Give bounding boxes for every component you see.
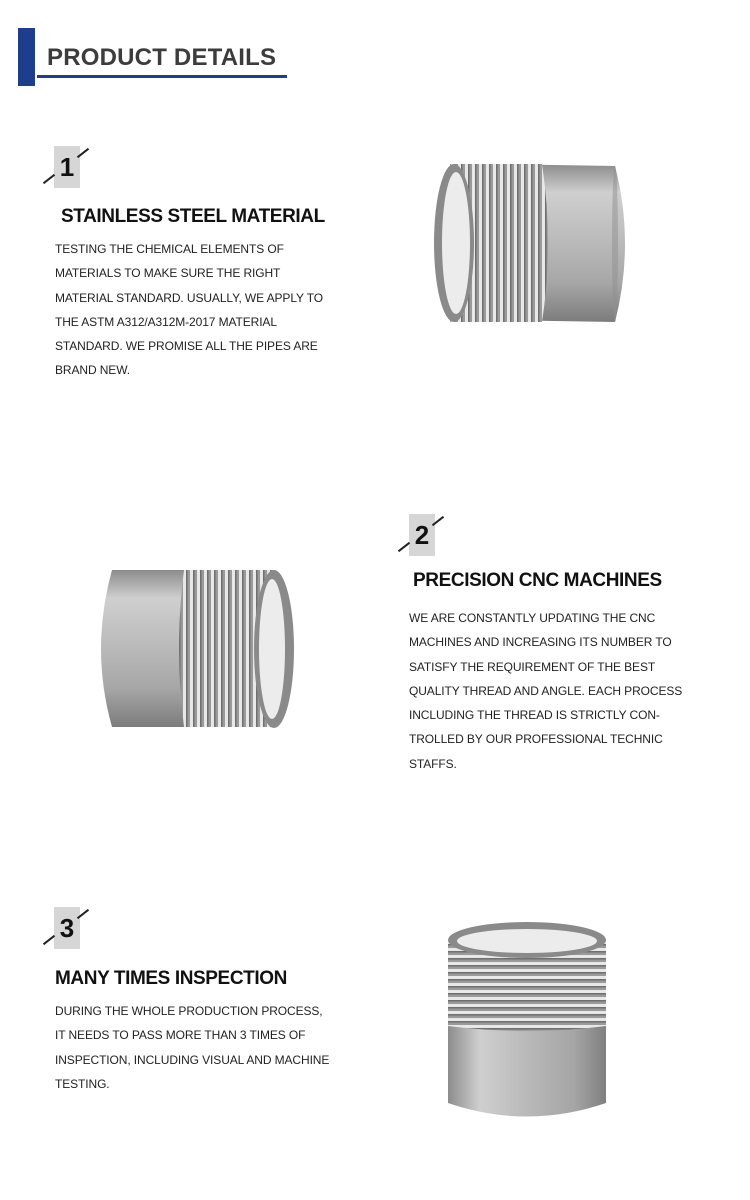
threaded-pipe-nipple-icon [430,160,640,328]
section-number-badge [54,907,80,949]
section-number-badge [409,514,435,556]
section-title: PRECISION CNC MACHINES [413,570,662,591]
page-title: PRODUCT DETAILS [47,44,277,71]
section-title: MANY TIMES INSPECTION [55,968,287,989]
section-description: DURING THE WHOLE PRODUCTION PROCESS, IT NEEDS TO PASS MORE THAN 3 TIMES OF INSPECTION, INCLUDING VISUAL AND MACHINE TESTING. [55,1004,330,1091]
header-underline [37,75,287,78]
section-number-badge [54,146,80,188]
section-title: STAINLESS STEEL MATERIAL [61,206,325,227]
section-description: TESTING THE CHEMICAL ELEMENTS OF MATERIALS TO MAKE SURE THE RIGHT MATERIAL STANDARD. USUALLY, WE APPLY TO THE ASTM A312/A312M-2017 MATERIAL STANDARD. WE PROMISE ALL THE PIPES ARE BRAND NEW. [55,242,323,378]
section-number: 3 [59,913,75,943]
header-accent-bar [18,28,35,86]
section-number: 1 [59,152,75,182]
section-number: 2 [414,520,430,550]
threaded-pipe-nipple-icon [444,920,610,1125]
threaded-pipe-nipple-icon [92,566,297,731]
section-description: WE ARE CONSTANTLY UPDATING THE CNC MACHINES AND INCREASING ITS NUMBER TO SATISFY THE REQUIREMENT OF THE BEST QUALITY THREAD AND ANGLE. EACH PROCESS INCLUDING THE THREAD IS STRICTLY CON- TROLLED BY OUR PROFESSIONAL TECHNIC STAFFS. [409,611,683,771]
